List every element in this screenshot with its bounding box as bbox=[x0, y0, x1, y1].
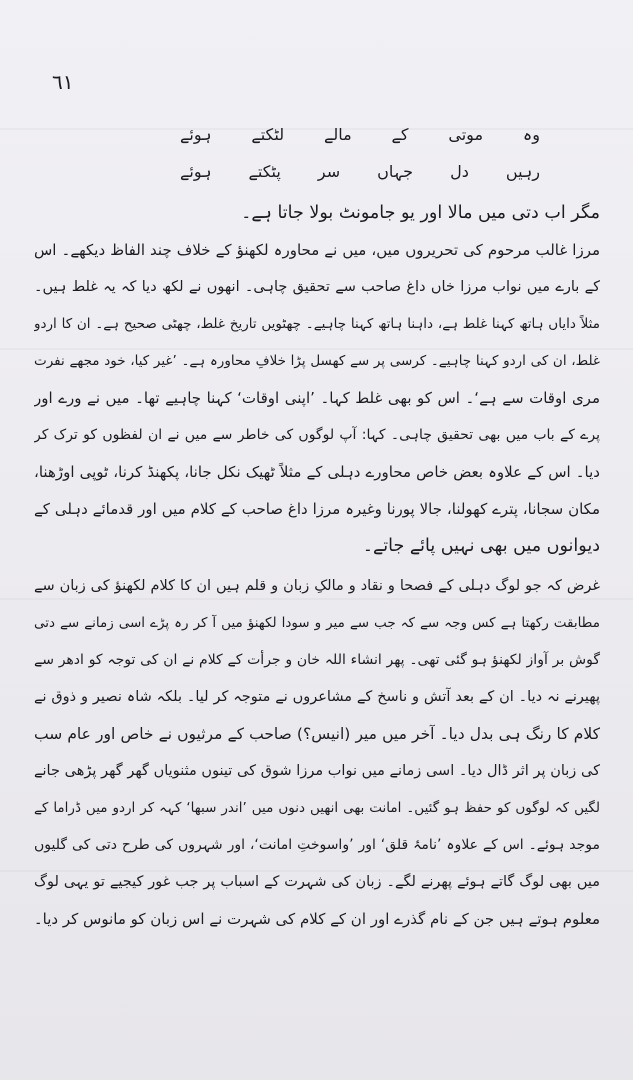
paragraph-3-line: غرض کہ جو لوگ دہلی کے فصحا و نقاد و مالکِ زبان و قلم ہیں ان کا کلام لکھنؤ کی زبان سے bbox=[34, 578, 600, 594]
paragraph-1-line: مگر اب دتی میں مالا اور یو جامونٹ بولا جاتا ہے۔ bbox=[241, 203, 600, 223]
paragraph-2-line: دیوانوں میں بھی نہیں پائے جاتے۔ bbox=[362, 536, 600, 556]
paragraph-3-line: گوش بر آواز لکھنؤ ہو گئی تھی۔ پھر انشاء اللہ خان و جرأت کے کلام نے ان کی توجہ کو ادھر سے bbox=[34, 652, 600, 668]
paragraph-2-line: مرزا غالب مرحوم کی تحریروں میں، میں نے محاورہ لکھنؤ کے خلاف چند الفاظ دیکھے۔ اس bbox=[34, 241, 600, 259]
paragraph-3-line: موجد ہوئے۔ اس کے علاوہ ’نامۂ قلق‘ اور ’واسوختِ امانت‘، اور شہروں کی طرح دتی کی گلیوں bbox=[34, 837, 600, 853]
paragraph-2-line: مثلاً دایاں ہاتھ کہنا غلط ہے، داہنا ہاتھ کہنا چاہیے۔ چھٹویں تاریخ غلط، چھٹی صحیح ہے۔ ان کا اردو bbox=[34, 316, 600, 332]
page-number: ٦١ bbox=[52, 70, 74, 94]
paragraph-3-line: لگیں کہ لوگوں کو حفظ ہو گئیں۔ امانت بھی انھیں دنوں میں ’اندر سبھا‘ کہہ کر اردو میں ڈراما کے bbox=[34, 800, 600, 816]
paragraph-2-line: مری اوقات سے ہے‘۔ اس کو بھی غلط کہا۔ ’اپنی اوقات‘ کہنا چاہیے تھا۔ میں نے ورے اور bbox=[34, 389, 600, 407]
paragraph-3-line: پھیرنے نہ دیا۔ ان کے بعد آتش و ناسخ کے مشاعروں نے متوجہ کر لیا۔ بلکہ شاہ نصیر و ذوق نے bbox=[34, 689, 600, 705]
paragraph-2-line: مکان سجانا، پترے کھولنا، جالا پورنا وغیرہ مرزا داغ صاحب کے کلام میں اور قدمائے دہلی کے bbox=[34, 500, 600, 518]
couplet-line-2: رہیں دل جہاں سر پٹکتے ہوئے bbox=[180, 162, 540, 181]
couplet-line-1: وہ موتی کے مالے لٹکتے ہوئے bbox=[180, 125, 540, 144]
paragraph-3-line: کلام کا رنگ ہی بدل دیا۔ آخر میں میر (انیس؟) صاحب کے مرثیوں نے خاص اور عام سب bbox=[34, 725, 600, 743]
paragraph-2-line: غلط، ان کی اردو کہنا چاہیے۔ کرسی پر سے کھسل پڑا خلافِ محاورہ ہے۔ ’غیر کیا، خود مجھے نفرت bbox=[34, 353, 600, 369]
paragraph-2-line: کے بارے میں نواب مرزا خاں داغ صاحب سے تحقیق چاہی۔ انھوں نے لکھ دیا کہ یہ غلط ہیں۔ bbox=[34, 279, 600, 295]
paragraph-3-line: مطابقت رکھتا ہے کس وجہ سے کہ جب سے میر و سودا لکھنؤ میں آ کر رہ پڑے اسی زمانے سے دتی bbox=[34, 615, 600, 631]
paragraph-2-line: دیا۔ اس کے علاوہ بعض خاص محاورے دہلی کے مثلاً ٹھیک نکل جانا، پکھنڈ کرنا، ٹوپی اوڑھنا، bbox=[34, 463, 600, 481]
paragraph-3-line: میں بھی لوگ گاتے ہوئے پھرنے لگے۔ زبان کی شہرت کے اسباب پر جب غور کیجیے تو یہی لوگ bbox=[34, 874, 600, 890]
paragraph-3-line: معلوم ہوتے ہیں جن کے نام گذرے اور ان کے کلام کی شہرت نے اس زبان کو مانوس کر دیا۔ bbox=[34, 910, 600, 928]
paragraph-2-line: پرے کے باب میں بھی تحقیق چاہی۔ کہا: آپ لوگوں کی خاطر سے میں نے ان لفظوں کو ترک کر bbox=[34, 427, 600, 443]
paragraph-3-line: کی زبان پر اثر ڈال دیا۔ اسی زمانے میں نواب مرزا شوق کی تینوں مثنویاں گھر گھر پڑھی جانے bbox=[34, 763, 600, 779]
